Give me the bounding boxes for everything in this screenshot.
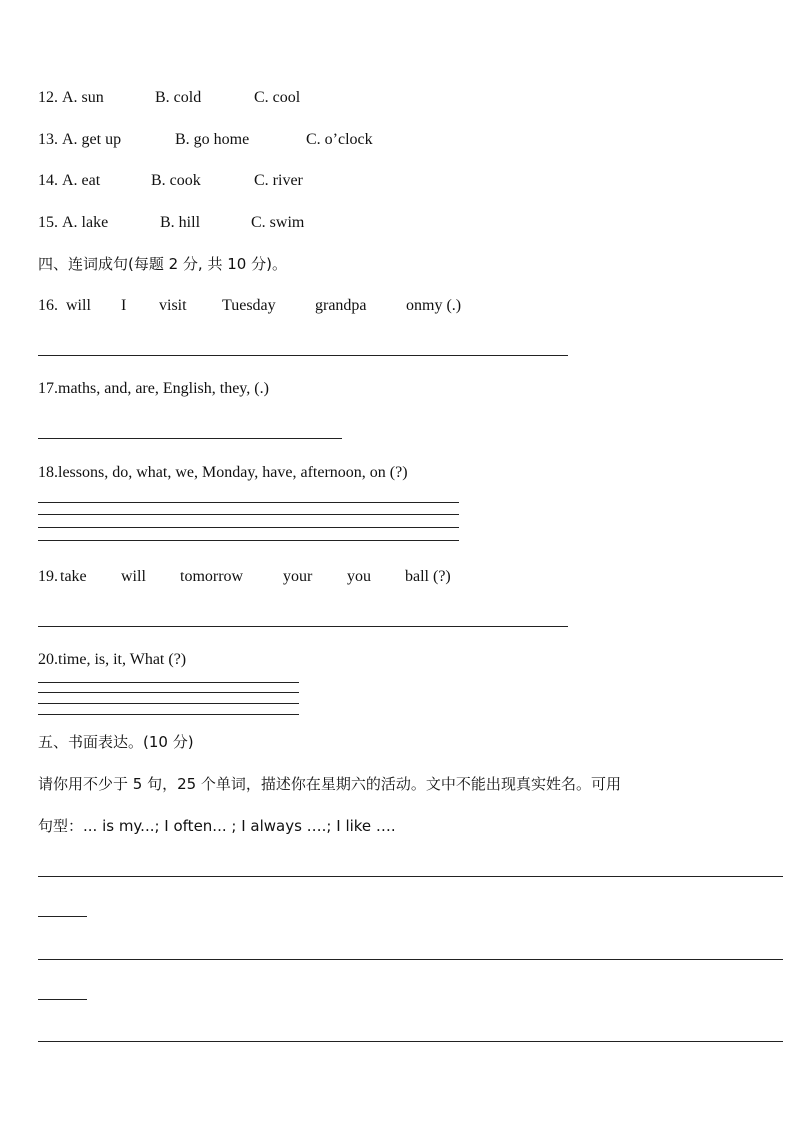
question-15 — [38, 213, 304, 233]
answer-line[interactable] — [38, 714, 299, 715]
answer-line[interactable] — [38, 502, 459, 503]
option-b: B. cook — [151, 172, 201, 189]
answer-line[interactable] — [38, 514, 459, 515]
option-b: B. cold — [155, 89, 202, 106]
question-number: 13. — [38, 131, 58, 148]
answer-line[interactable] — [38, 703, 299, 704]
option-c: C. cool — [254, 89, 301, 106]
word: tomorrow — [180, 568, 244, 585]
question-number: 15. — [38, 214, 58, 231]
option-c: C. river — [254, 172, 303, 189]
option-b: B. go home — [175, 131, 250, 148]
question-13 — [38, 130, 373, 150]
word: I — [121, 297, 127, 314]
question-17: 17.maths, and, are, English, they, (.) — [38, 380, 269, 397]
writing-line[interactable] — [38, 959, 783, 960]
writing-line[interactable] — [38, 999, 87, 1000]
word: will — [121, 568, 146, 585]
writing-line[interactable] — [38, 876, 783, 877]
option-a: A. lake — [62, 214, 109, 231]
writing-line[interactable] — [38, 916, 87, 917]
question-20: 20.time, is, it, What (?) — [38, 651, 187, 668]
question-number: 16. — [38, 297, 58, 314]
word: ball (?) — [405, 568, 451, 585]
writing-prompt-line-1: 请你用不少于 5 句，25 个单词，描述你在星期六的活动。文中不能出现真实姓名。可用 — [38, 775, 621, 793]
question-number: 19. — [38, 568, 58, 585]
option-a: A. get up — [62, 131, 122, 148]
answer-line[interactable] — [38, 438, 342, 439]
question-number: 14. — [38, 172, 58, 189]
answer-line[interactable] — [38, 692, 299, 693]
section-4-title: 四、连词成句(每题 2 分, 共 10 分)。 — [38, 255, 287, 273]
word: grandpa — [315, 297, 367, 314]
writing-line[interactable] — [38, 1041, 783, 1042]
question-18: 18.lessons, do, what, we, Monday, have, afternoon, on (?) — [38, 464, 408, 481]
word: Tuesday — [222, 297, 276, 314]
answer-line[interactable] — [38, 527, 459, 528]
word: take — [60, 568, 87, 585]
answer-line[interactable] — [38, 682, 299, 683]
answer-line[interactable] — [38, 355, 568, 356]
word: visit — [159, 297, 187, 314]
word: onmy (.) — [406, 297, 462, 314]
section-5-title: 五、书面表达。(10 分) — [38, 733, 194, 751]
word: will — [66, 297, 91, 314]
option-c: C. swim — [251, 214, 305, 231]
question-12 — [38, 88, 300, 108]
answer-line[interactable] — [38, 540, 459, 541]
option-a: A. sun — [62, 89, 104, 106]
option-a: A. eat — [62, 172, 101, 189]
question-number: 12. — [38, 89, 58, 106]
answer-line[interactable] — [38, 626, 568, 627]
option-c: C. o’clock — [306, 131, 373, 148]
question-19 — [38, 567, 451, 587]
writing-prompt-line-2: 句型：... is my...; I often... ; I always ….; I like …. — [38, 817, 396, 835]
option-b: B. hill — [160, 214, 201, 231]
word: your — [283, 568, 313, 585]
question-14 — [38, 171, 303, 191]
question-16 — [38, 296, 461, 316]
word: you — [347, 568, 371, 585]
